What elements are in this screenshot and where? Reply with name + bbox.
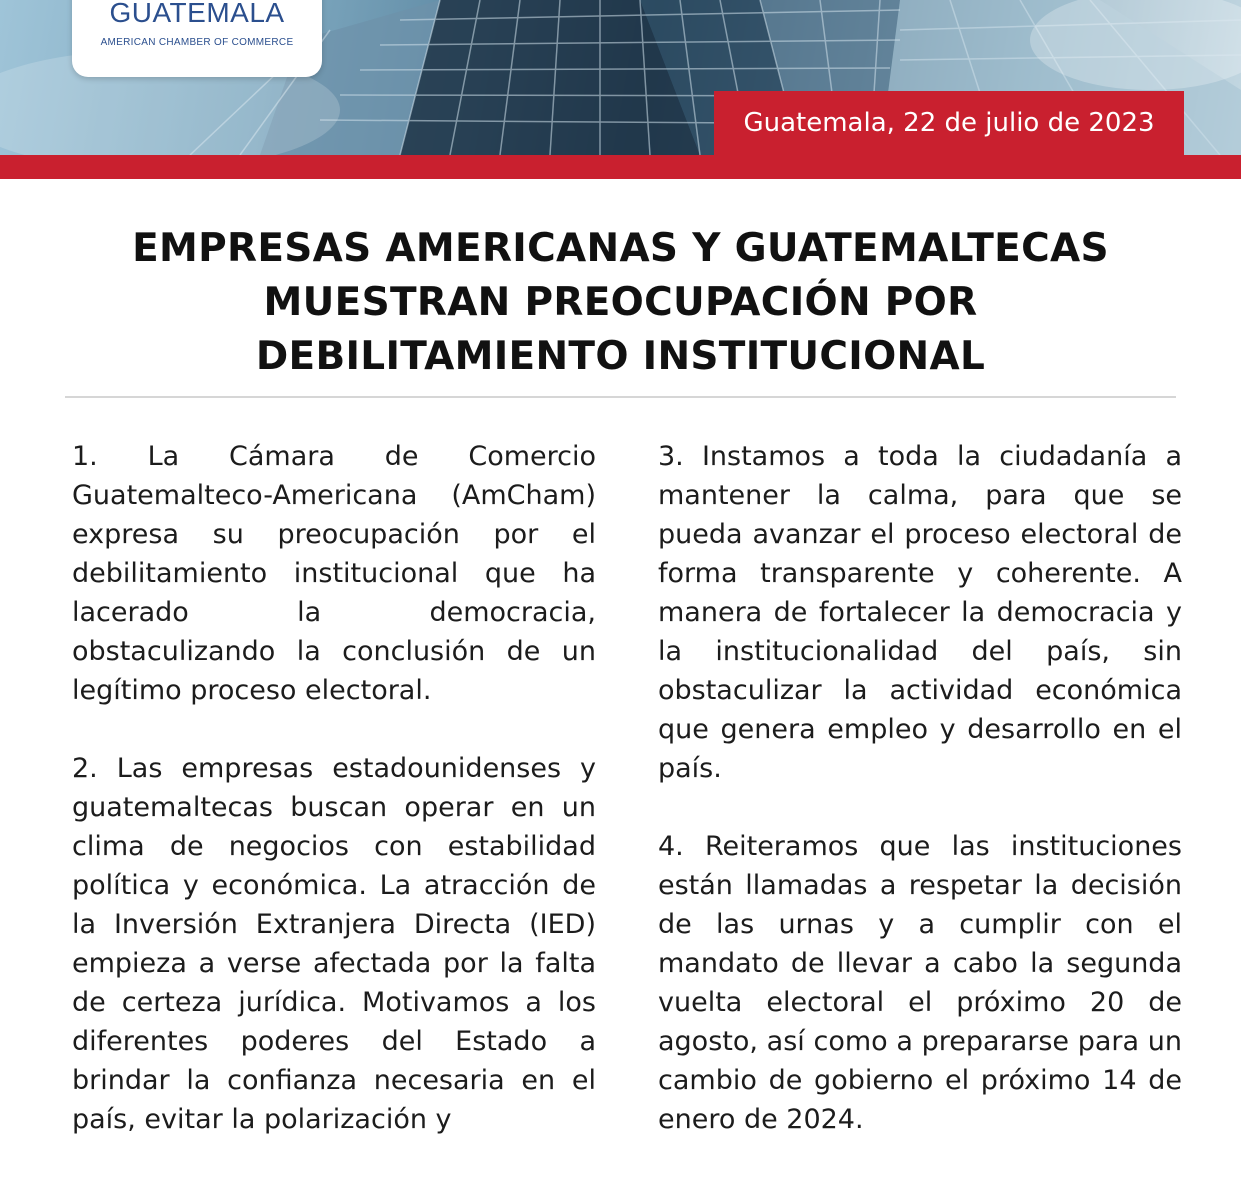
amcham-logo bbox=[72, 0, 322, 77]
paragraph-2: 2. Las empresas estadounidenses y guatemaltecas buscan operar en un clima de negocios con estabilidad política y económica. La atracción de la Inversión Extranjera Directa (IED) empieza a verse afectada por la falta de certeza jurídica. Motivamos a los diferentes poderes del Estado a brindar la confianza necesaria en el país, evitar la polarización y bbox=[72, 753, 596, 1135]
headline-line-2: MUESTRAN PREOCUPACIÓN POR bbox=[263, 280, 978, 325]
paragraph-3: 3. Instamos a toda la ciudadanía a mantener la calma, para que se pueda avanzar el proceso electoral de forma transparente y coherente. A manera de fortalecer la democracia y la institucionalidad del país, sin obstaculizar la actividad económica que genera empleo y desarrollo en el país. bbox=[658, 441, 1182, 784]
left-column bbox=[72, 437, 596, 1178]
headline bbox=[40, 222, 1201, 384]
paragraph-1: 1. La Cámara de Comercio Guatemalteco-Americana (AmCham) expresa su preocupación por el debilitamiento institucional que ha lacerado la democracia, obstaculizando la conclusión de un legítimo proceso electoral. bbox=[72, 441, 596, 706]
logo-name: GUATEMALA bbox=[109, 0, 285, 28]
date-box bbox=[714, 91, 1184, 155]
headline-line-3: DEBILITAMIENTO INSTITUCIONAL bbox=[255, 334, 986, 379]
right-column bbox=[658, 437, 1182, 1178]
paragraph-4: 4. Reiteramos que las instituciones están llamadas a respetar la decisión de las urnas y a cumplir con el mandato de llevar a cabo la segunda vuelta electoral el próximo 20 de agosto, así como a prepararse para un cambio de gobierno el próximo 14 de enero de 2024. bbox=[658, 831, 1182, 1135]
logo-subtitle: AMERICAN CHAMBER OF COMMERCE bbox=[100, 37, 294, 48]
header-banner bbox=[0, 0, 1241, 155]
red-stripe bbox=[0, 155, 1241, 179]
headline-line-1: EMPRESAS AMERICANAS Y GUATEMALTECAS bbox=[132, 226, 1109, 271]
date-label: Guatemala, 22 de julio de 2023 bbox=[743, 108, 1155, 138]
divider bbox=[65, 396, 1176, 398]
